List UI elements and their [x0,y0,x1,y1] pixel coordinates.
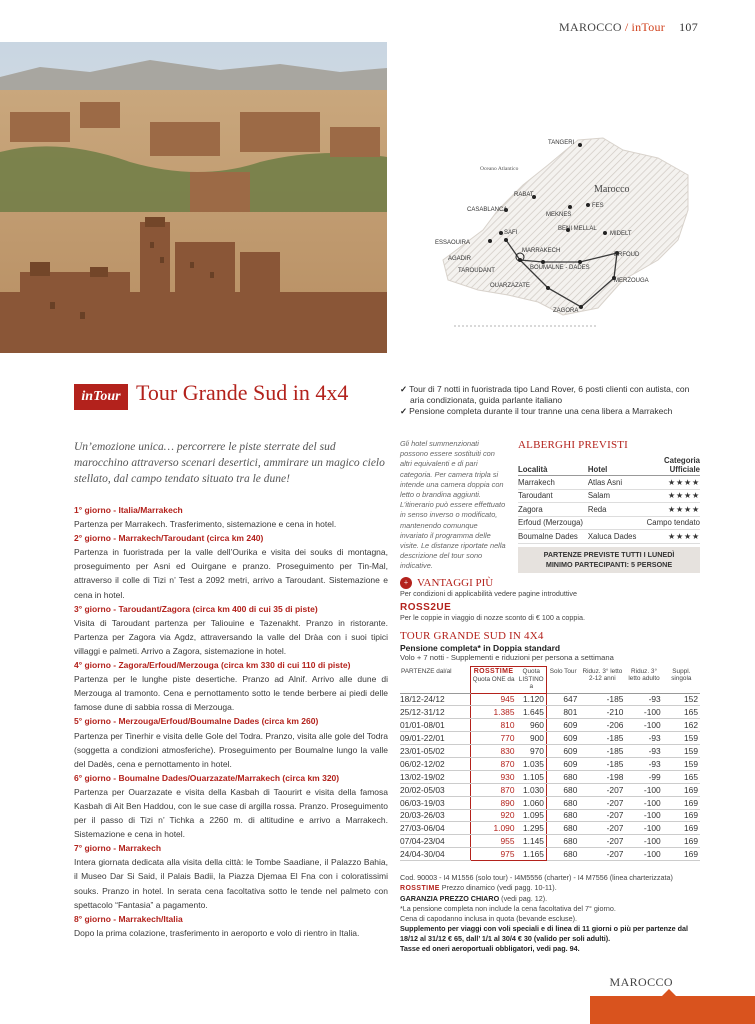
page-header [559,20,698,35]
map-city-taroudant: TAROUDANT [458,268,495,274]
map-city-agadir: AGADIR [448,256,472,262]
table-row: 09/01-22/01 770 900 609 -185 -93 159 [400,733,698,744]
price-subtitle-2: Volo + 7 notti - Supplementi e riduzioni per persona a settimana [400,653,614,662]
day-text: Partenza in fuoristrada per la valle dell’Ourika e visita dei souks di montagna, proseguimento per Asni ed Ouirgane e pranzo. Proseguimento per Tin-Mal, attraverso il colle di Tizi n’ Test a 2092 metri, arrivo a Taroudant. Sistemazione e cena in hotel. [74,547,388,600]
table-row: 07/04-23/04 955 1.145 680 -207 -100 169 [400,836,698,847]
table-row: 18/12-24/12 945 1.120 647 -185 -93 152 [400,694,698,705]
footnotes: Cod. 90003 - I4 M1556 (solo tour) - I4M5556 (charter) - I4 M7556 (linea charterizzata) ROSSTIME Prezzo dinamico (vedi pagg. 10-11). GARANZIA PREZZO CHIARO (vedi pag. 12). *La pensione completa non include la cena facoltativa del 7° giorno. Cena di capodanno inclusa in quota (bevande escluse). Supplemento per viaggi con voli speciali e di linea di 11 giorni o più per partenze dal 18/12 al 31/12 € 65, dall’ 1/1 al 30/4 € 30 (valido per soli adulti). Tasse ed oneri aeroportuali obbligatori, vedi pag. 94. [400,873,700,954]
itinerary [74,503,388,940]
day-heading: 8° giorno - Marrakech/Italia [74,913,183,924]
day-heading: 7° giorno - Marrakech [74,843,162,854]
day-heading: 2° giorno - Marrakech/Taroudant (circa km 240) [74,533,264,544]
map-city-safi: SAFI [504,230,518,236]
day-text: Partenza per Marrakech. Trasferimento, sistemazione e cena in hotel. [74,519,337,530]
footer-country: MAROCCO [609,975,673,989]
table-row: Boumalne Dades Xaluca Dades ★★★★ [518,530,700,544]
table-row: Marrakech Atlas Asni ★★★★ [518,476,700,490]
star-rating: ★★★★ [640,530,700,544]
col-suppl: Suppl. singola [663,667,700,694]
table-row: 06/02-12/02 870 1.035 609 -185 -93 159 [400,758,698,769]
advantages-title: VANTAGGI PIÙ [417,577,494,589]
ross2ue-logo: ROSS2UE [400,602,452,613]
map-city-essaouira: ESSAOUIRA [435,240,471,246]
star-rating: ★★★★ [640,489,700,503]
map-city-marrakech: MARRAKECH [522,248,561,254]
ross2ue-text: Per le coppie in viaggio di nozze sconto di € 100 a coppia. [400,613,586,622]
map-city-meknes: MEKNES [546,212,572,218]
hotels-header-localita: Località [518,455,588,476]
star-rating: ★★★★ [640,476,700,490]
day-heading: 6° giorno - Boumalne Dades/Ouarzazate/Marrakech (circa km 320) [74,772,340,783]
table-row: Erfoud (Merzouga) Campo tendato [518,516,700,530]
day-heading: 5° giorno - Merzouga/Erfoud/Boumalne Dades (circa km 260) [74,716,319,727]
day-heading: 3° giorno - Taroudant/Zagora (circa km 400 di cui 35 di piste) [74,603,318,614]
header-country: MAROCCO [559,20,622,34]
day-text: Partenza per Tinerhir e visita delle Gole del Todra. Pranzo, visita alle gole del Todra (soggetta a condizioni atmosferiche). Proseguimento per Boumalne lungo la valle del Dadès, cena e pernottamento in hotel. [74,730,388,769]
map-city-tangeri: TANGERI [548,140,575,146]
advantages-section [400,577,700,623]
advantages-text: Per condizioni di applicabilità vedere pagine introduttive [400,589,578,598]
col-solo-tour: Solo Tour [546,667,579,694]
intro-text: Un’emozione unica… percorrere le piste sterrate del sud marocchino attraverso scenari desertici, ammirare un magico cielo stellato, dal campo tendato situato tra le dune! [74,441,385,485]
table-row: Taroudant Salam ★★★★ [518,489,700,503]
map-city-merzouga: MERZOUGA [614,278,649,284]
day-text: Visita di Taroudant partenza per Taliouine e Tazenakht. Pranzo in ristorante. Partenza per Zagora via Agdz, attraversando la valle del Dràa con i suoi tipici villaggi e palmeti. Arrivo a Zagora, sistemazione in hotel. [74,617,388,656]
departures-box: PARTENZE PREVISTE TUTTI I LUNEDÌ MINIMO PARTECIPANTI: 5 PERSONE [518,547,700,573]
table-row: 25/12-31/12 1.385 1.645 801 -210 -100 165 [400,707,698,718]
rosstime-logo: ROSSTIME [400,885,440,892]
day-text: Partenza per Ouarzazate e visita della Kasbah di Taourirt e visita della famosa Kasbah di Ait Ben Haddou, con le sue case di argilla rossa. Pranzo. Proseguimento per il passo di Tizi n’ Tichka a 2260 m. di altitudine e arrivo a Marrakech. Sistemazione e cena in hotel. [74,786,388,840]
checkmark-icon: ✓ [400,384,408,394]
price-table [400,666,700,861]
table-row: 23/01-05/02 830 970 609 -185 -93 159 [400,746,698,756]
map-city-beni-mellal: BENI MELLAL [558,226,597,232]
code-line: Cod. 90003 - I4 M1556 (solo tour) - I4M5556 (charter) - I4 M7556 (linea charterizzata) [400,873,673,882]
map-city-midelt: MIDELT [610,231,632,237]
map-country-label: Marocco [594,184,630,195]
table-row: Zagora Reda ★★★★ [518,503,700,517]
plus-badge-icon: + [400,577,412,589]
table-row: 20/03-26/03 920 1.095 680 -207 -100 169 [400,810,698,821]
hotels-section [518,439,700,573]
map-city-zagora: ZAGORA [553,308,579,314]
day-text: Intera giornata dedicata alla visita della città: le Tombe Saadiane, il Palazzo Bahia, il Museo Dar Si Said, il Palais Badii, la Piazza Djemaa El Fna con i coloratissimi souks. Pranzo in hotel. In serata cena facoltativa sotto le tende nel palmeto con spettacolo “Fantasia” a pagamento. [74,857,388,910]
highlight-item: ✓ Tour di 7 notti in fuoristrada tipo Land Rover, 6 posti clienti con autista, con aria condizionata, guida parlante italiano [400,384,690,405]
star-rating: ★★★★ [640,503,700,517]
day-text: Partenza per le lunghe piste desertiche. Pranzo ad Alnif. Arrivo alle dune di Merzouga al tramonto. Cena e pernottamento sotto le tende berbere ai piedi delle famose dune di sabbia rossa di Merzouga. [74,674,388,713]
table-row: 06/03-19/03 890 1.060 680 -207 -100 169 [400,797,698,808]
day-text: Dopo la prima colazione, trasferimento in aeroporto e volo di rientro in Italia. [74,927,360,938]
tour-title: Tour Grande Sud in 4x4 [136,380,349,405]
map-city-ouarzazate: OUARZAZATE [490,283,530,289]
hotels-header-categoria: Categoria Ufficiale [640,455,700,476]
table-row: 13/02-19/02 930 1.105 680 -198 -99 165 [400,771,698,782]
garanzia-label: GARANZIA PREZZO CHIARO [400,894,500,903]
map-city-fes: FES [592,203,604,209]
map-city-boumalne-dades: BOUMALNE - DADES [530,265,590,271]
col-quota-listino: Quota LISTINO a [516,667,546,694]
table-row: 24/04-30/04 975 1.165 680 -207 -100 169 [400,849,698,860]
map-city-erfoud: ERFOUD [614,252,640,258]
hotel-note: Gli hotel summenzionati possono essere sostituiti con altri equivalenti e di pari categoria. Per camera tripla si intende una camera doppia con letto o brandina aggiunti. L’itinerario può essere effettuato in senso inverso o modificato, mantenendo comunque invariato il programma delle visite. Le distanze riportate nella descrizione del tour sono indicative. [400,439,506,571]
camp-label: Campo tendato [640,516,700,530]
footer-bar [590,996,755,1024]
col-partenze: PARTENZE dal/al [400,667,470,694]
price-subtitle: Pensione completa* in Doppia standard [400,643,561,653]
kasbah-photo [0,42,387,353]
map-city-casablanca: CASABLANCA [467,207,508,213]
hotels-title: ALBERGHI PREVISTI [518,439,629,451]
day-heading: 4° giorno - Zagora/Erfoud/Merzouga (circa km 330 di cui 110 di piste) [74,660,351,671]
map-city-rabat: RABAT [514,192,534,198]
price-title: TOUR GRANDE SUD IN 4X4 [400,630,544,642]
table-row: 01/01-08/01 810 960 609 -206 -100 162 [400,720,698,731]
page-number: 107 [679,20,698,34]
col-rid-child: Riduz. 3° letto 2-12 anni [579,667,625,694]
map-ocean-label: Oceano Atlantico [480,166,519,172]
header-separator: / [624,20,629,34]
table-row: 27/03-06/04 1.090 1.295 680 -207 -100 169 [400,823,698,834]
intour-logo: inTour [74,384,128,410]
hotels-table [518,455,700,544]
price-header [400,630,700,662]
col-quota-one: ROSSTIME Quota ONE da [470,667,516,694]
checkmark-icon: ✓ [400,406,408,416]
morocco-map [388,130,728,330]
col-rid-adult: Riduz. 3° letto adulto [625,667,662,694]
highlight-item: ✓ Pensione completa durante il tour tranne una cena libera a Marrakech [400,406,673,416]
table-row: 20/02-05/03 870 1.030 680 -207 -100 169 [400,784,698,795]
header-brand: inTour [631,20,666,34]
hotels-header-hotel: Hotel [588,455,640,476]
highlights-list [400,384,700,417]
day-heading: 1° giorno - Italia/Marrakech [74,505,183,515]
